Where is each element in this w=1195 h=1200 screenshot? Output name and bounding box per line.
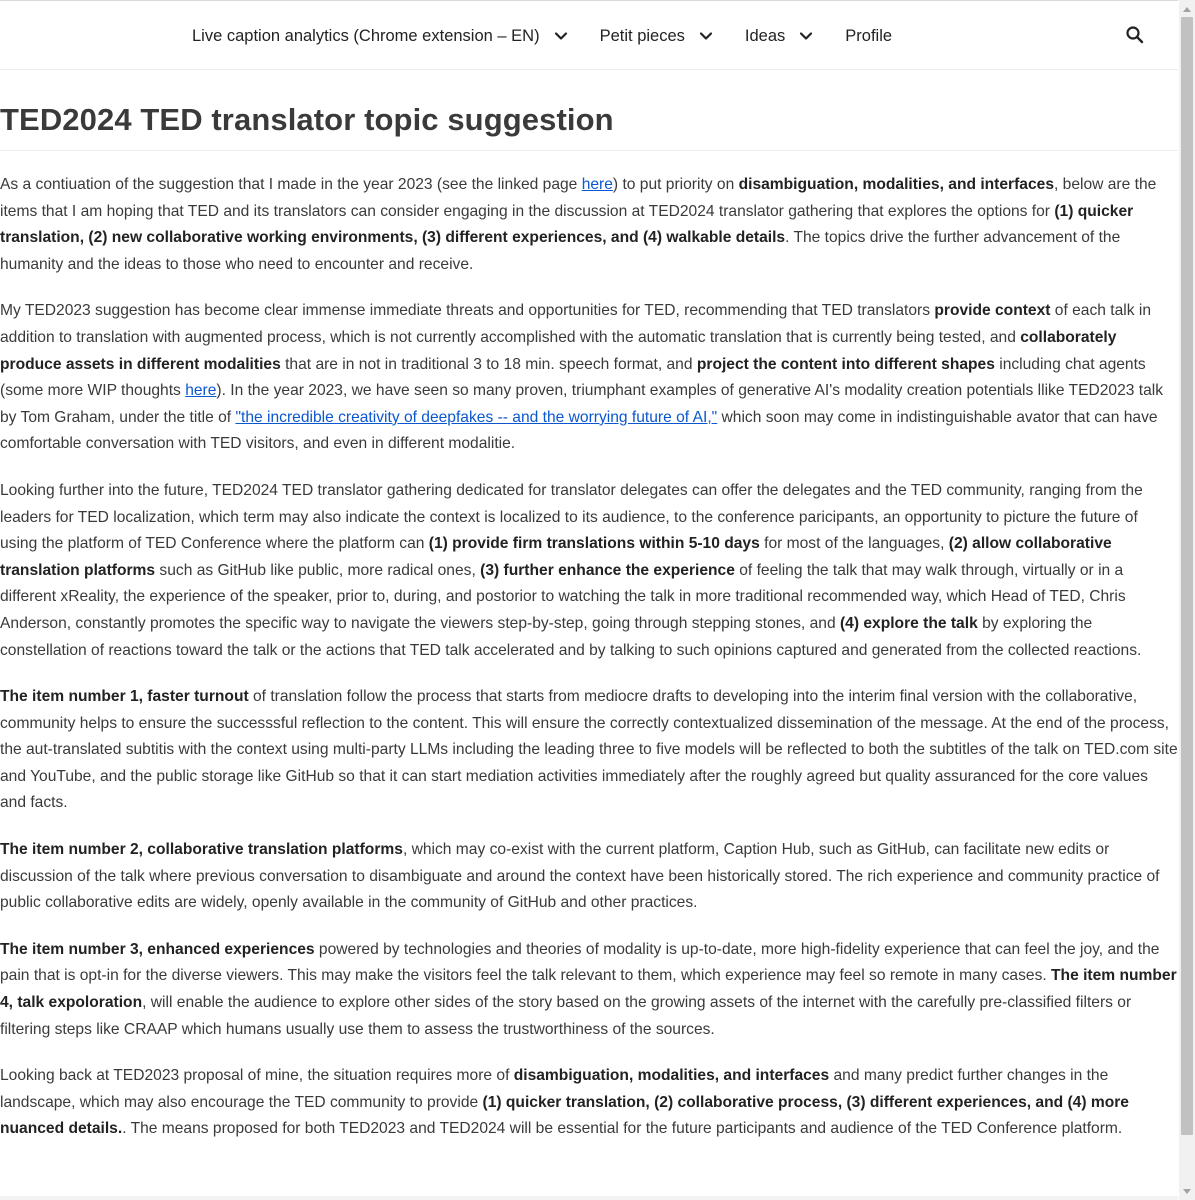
paragraph-ted2023-suggestion	[0, 298, 1178, 458]
paragraph-item-3-4	[0, 937, 1178, 1043]
nav-item-ideas[interactable]	[745, 27, 813, 46]
here-link-2023[interactable]: here	[581, 176, 613, 193]
bold-text: (1) quicker translation, (2) collaborative process, (3) different experiences, and (4) more nuanced details.	[0, 1093, 1129, 1138]
text: ). In the year 2023, we have seen so many proven, triumphant examples of generative AI's modality creation potentials llike TED2023 talk by Tom Graham, under the title of	[0, 382, 1164, 426]
paragraph-item-2	[0, 837, 1178, 917]
caret-down-icon	[1183, 1189, 1191, 1195]
paragraph-future	[0, 478, 1178, 664]
bold-text: project the content into different shapes	[696, 355, 995, 373]
text: that are in not in traditional 3 to 18 min. speech format, and	[280, 355, 697, 373]
bold-text: (3) further enhance the experience	[480, 561, 735, 579]
scroll-down-arrow-icon[interactable]	[1179, 1183, 1195, 1200]
nav-item-live-caption-analytics[interactable]	[192, 27, 568, 46]
bold-text: disambiguation, modalities, and interfaces	[513, 1067, 830, 1085]
paragraph-intro	[0, 172, 1178, 278]
site-header	[0, 0, 1178, 70]
title-divider	[0, 150, 1178, 151]
text: , will enable the audience to explore other sides of the story based on the growing assets of the internet with the carefully pre-classified filters or filtering steps like CRAAP which humans usually use them to assess the trustworthiness of the sources.	[0, 994, 1132, 1038]
bold-text: provide context	[934, 302, 1051, 320]
text: Looking back at TED2023 proposal of mine, the situation requires more of	[0, 1067, 514, 1085]
bold-text: The item number 2, collaborative translation platforms	[0, 841, 403, 859]
main-nav	[192, 1, 924, 71]
search-icon[interactable]	[1125, 25, 1145, 45]
text: powered by technologies and theories of modality is up-to-date, more high-fidelity experience that can feel the joy, and the pain that is opt-in for the diverse viewers. This may make the visitors feel the talk relevant to them, which experience may feel so remote in many cases.	[0, 940, 1160, 985]
nav-item-profile[interactable]	[845, 27, 892, 46]
chevron-down-icon	[554, 29, 568, 43]
bold-text: collaborately produce assets in different modalities	[0, 328, 1117, 373]
bold-text: (1) provide firm translations within 5-10 days	[428, 535, 760, 553]
vertical-scrollbar[interactable]	[1179, 0, 1195, 1200]
paragraph-item-1	[0, 684, 1178, 817]
bold-text: The item number 1, faster turnout	[0, 688, 249, 706]
text: . The topics drive the further advancement of the humanity and the ideas to those who need to encounter and receive.	[0, 229, 1121, 273]
text: . The means proposed for both TED2023 and TED2024 will be essential for the future participants and audience of the TED Conference platform.	[122, 1120, 1123, 1138]
article-content	[0, 172, 1178, 1163]
text: of feeling the talk that may walk through, virtually or in a different xReality, the experience of the speaker, prior to, during, and postorior to watching the talk in more traditional recommended way, which Head of TED, Chris Anderson, constantly promotes the specific way to navigate the viewers step-by-step, going through stepping stones, and	[0, 561, 1126, 632]
nav-item-label: Profile	[845, 26, 893, 45]
bold-text: The item number 3, enhanced experiences	[0, 940, 315, 958]
scrollbar-thumb[interactable]	[1181, 17, 1193, 1135]
text: by exploring the constellation of reactions toward the talk or the actions that TED talk accelerated and by talking to such opinions captured and generated from the collected reactions.	[0, 614, 1142, 659]
text: ) to put priority on	[612, 176, 739, 193]
nav-item-label: Petit pieces	[599, 26, 685, 45]
chevron-down-icon	[799, 29, 813, 43]
text: and many predict further changes in the landscape, which may also encourage the TED community to provide	[0, 1067, 1109, 1111]
text: Looking further into the future, TED2024 TED translator gathering dedicated for translator delegates can offer the delegates and the TED community, ranging from the leaders for TED localization, which term may also indicate the context is localized to its audience, to the conference paricipants, an opportunity to picture the future of using the platform of TED Conference where the platform can	[0, 481, 1143, 553]
caret-up-icon	[1183, 6, 1191, 12]
text: , which may co-exist with the current platform, Caption Hub, such as GitHub, can facilitate new edits or discussion of the talk where previous conversation to disambiguate and around the context have been historically stored. The rich experience and community practice of public collaborative edits are widely, openly available in the community of GitHub and other practices.	[0, 841, 1160, 912]
text: of translation follow the process that starts from mediocre drafts to developing into the interim final version with the collaborative, community helps to ensure the successsful reflection to the content. This will ensure the correctly contextualized dissemination of the message. At the end of the process, the aut-translated subtitis with the context using multi-party LLMs including the leading three to five models will be reflected to both the subtitles of the talk on TED.com site and YouTube, and the public storage like GitHub so that it can start mediation activities immediately after the roughly agreed but quality assuranced for the core values and facts.	[0, 688, 1178, 812]
bold-text: The item number 4, talk expoloration	[0, 967, 1177, 1012]
here-link-wip-thoughts[interactable]: here	[185, 382, 217, 400]
text: of each talk in addition to translation with augmented process, which is not currently accomplished with the automatic translation that is currently being tested, and	[0, 302, 1152, 346]
text: My TED2023 suggestion has become clear immense immediate threats and opportunities for TED, recommending that TED translators	[0, 302, 935, 320]
text: for most of the languages,	[759, 535, 949, 553]
text: which soon may come in indistinguishable avator that can have comfortable conversation with TED visitors, and even in different modalitie.	[0, 408, 1158, 453]
nav-item-label: Ideas	[744, 26, 786, 45]
bold-text: (1) quicker translation, (2) new collaborative working environments, (3) different experiences, and (4) walkable details	[0, 202, 1134, 247]
text: such as GitHub like public, more radical ones,	[155, 561, 481, 579]
paragraph-conclusion	[0, 1063, 1178, 1143]
bold-text: (2) allow collaborative translation platforms	[0, 535, 1112, 579]
text: including chat agents (some more WIP thoughts	[0, 355, 1146, 400]
page-bottom-edge	[0, 1196, 1178, 1200]
deepfakes-talk-link[interactable]: "the incredible creativity of deepfakes -- and the worrying future of AI,"	[235, 408, 718, 426]
text: As a contiuation of the suggestion that I made in the year 2023 (see the linked page	[0, 176, 582, 193]
nav-item-petit-pieces[interactable]	[600, 27, 713, 46]
chevron-down-icon	[699, 29, 713, 43]
page-title: TED2024 TED translator topic suggestion	[0, 102, 614, 137]
bold-text: (4) explore the talk	[839, 614, 978, 632]
nav-item-label: Live caption analytics (Chrome extension – EN)	[192, 26, 540, 45]
scroll-up-arrow-icon[interactable]	[1179, 0, 1195, 17]
bold-text: disambiguation, modalities, and interfaces	[738, 176, 1055, 193]
text: , below are the items that I am hoping that TED and its translators can consider engaging in the discussion at TED2024 translator gathering that explores the options for	[0, 176, 1157, 220]
